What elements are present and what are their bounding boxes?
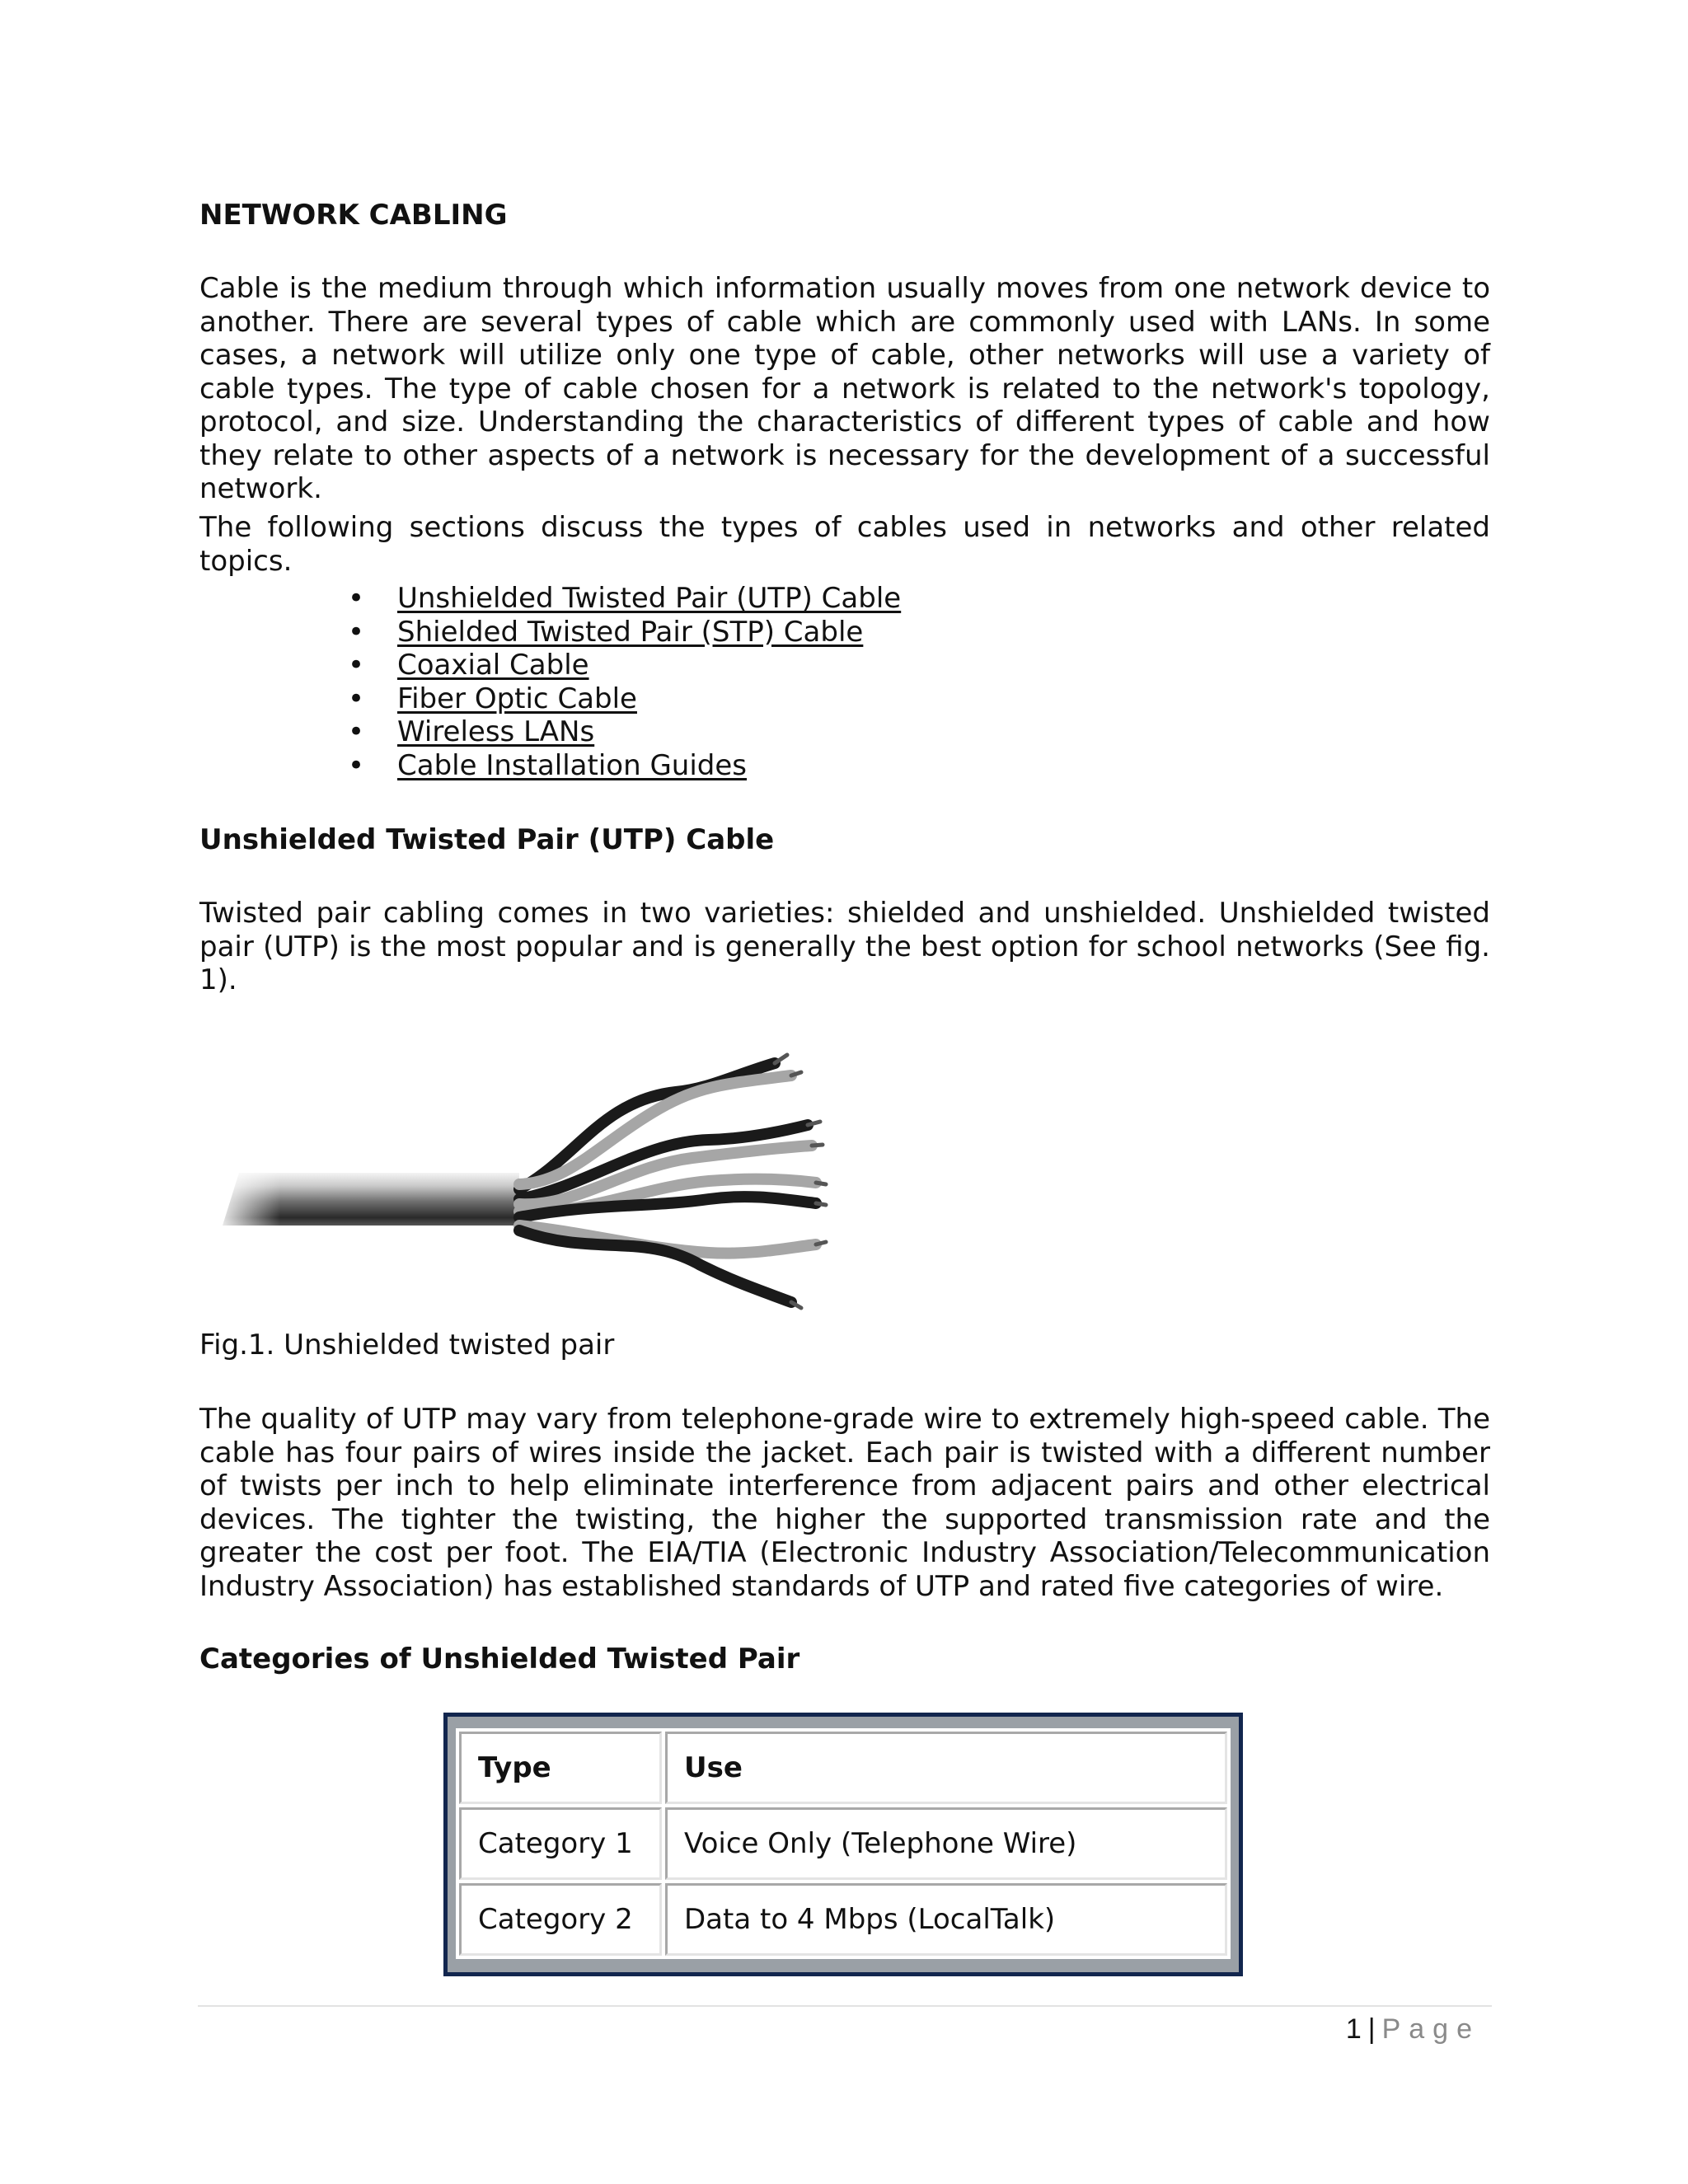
footer-separator: |: [1367, 2013, 1376, 2045]
table-body: [456, 1728, 1231, 1959]
bullet: •: [348, 682, 365, 715]
cell-type: Category 1: [459, 1807, 662, 1880]
table-header-row: [459, 1732, 1227, 1804]
list-item: [348, 582, 901, 616]
list-item: [348, 616, 901, 649]
twisted-pairs: [519, 1055, 826, 1308]
bullet: •: [348, 649, 365, 682]
sections-intro: The following sections discuss the types of cables used in networks and other related topics.: [199, 511, 1490, 578]
bullet: •: [348, 715, 365, 748]
bullet: •: [348, 582, 365, 615]
utp-cable-figure: [214, 1043, 832, 1323]
cell-use: Voice Only (Telephone Wire): [665, 1807, 1227, 1880]
page-number: 1: [1345, 2013, 1362, 2045]
utp-paragraph: Twisted pair cabling comes in two varieties: shielded and unshielded. Unshielded twisted pair (UTP) is the most popular and is generally the best option for school networks (See fig. 1).: [199, 897, 1490, 996]
page-footer: [1346, 2011, 1480, 2047]
document-title: NETWORK CABLING: [199, 199, 508, 232]
bullet: •: [348, 615, 365, 649]
utp-heading: Unshielded Twisted Pair (UTP) Cable: [199, 823, 775, 856]
footer-divider: [198, 2005, 1492, 2007]
cable-jacket: [214, 1166, 519, 1232]
header-type: Type: [459, 1732, 662, 1804]
list-item: [348, 749, 901, 783]
list-item: [348, 649, 901, 682]
figure-caption: Fig.1. Unshielded twisted pair: [199, 1329, 615, 1361]
topic-link-wireless[interactable]: Wireless LANs: [397, 715, 595, 748]
cell-use: Data to 4 Mbps (LocalTalk): [665, 1883, 1227, 1956]
list-item: [348, 715, 901, 749]
categories-table: [443, 1713, 1243, 1976]
topic-list: [348, 582, 901, 782]
intro-paragraph: Cable is the medium through which information usually moves from one network device to another. There are several types of cable which are commonly used with LANs. In some cases, a network will utilize only one type of cable, other networks will use a variety of cable types. The type of cable chosen for a network is related to the network's topology, protocol, and size. Understanding the characteristics of different types of cable and how they relate to other aspects of a network is necessary for the development of a successful network.: [199, 272, 1490, 505]
categories-heading: Categories of Unshielded Twisted Pair: [199, 1643, 800, 1675]
topic-link-installation[interactable]: Cable Installation Guides: [397, 748, 748, 782]
topic-link-fiber[interactable]: Fiber Optic Cable: [397, 682, 637, 715]
categories-grid: [456, 1728, 1231, 1959]
topic-link-stp[interactable]: Shielded Twisted Pair (STP) Cable: [397, 615, 864, 649]
topic-link-coaxial[interactable]: Coaxial Cable: [397, 649, 589, 682]
bullet: •: [348, 748, 365, 782]
cell-type: Category 2: [459, 1883, 662, 1956]
table-row: [459, 1883, 1227, 1956]
table-row: [459, 1807, 1227, 1880]
page-label: Page: [1381, 2013, 1480, 2045]
quality-paragraph: The quality of UTP may vary from telephone-grade wire to extremely high-speed cable. The cable has four pairs of wires inside the jacket. Each pair is twisted with a different number of twists per inch to help eliminate interference from adjacent pairs and other electrical devices. The tighter the twisting, the higher the supported transmission rate and the greater the cost per foot. The EIA/TIA (Electronic Industry Association/Telecommunication Industry Association) has established standards of UTP and rated five categories of wire.: [199, 1403, 1490, 1603]
header-use: Use: [665, 1732, 1227, 1804]
list-item: [348, 682, 901, 716]
topic-link-utp[interactable]: Unshielded Twisted Pair (UTP) Cable: [397, 582, 902, 615]
